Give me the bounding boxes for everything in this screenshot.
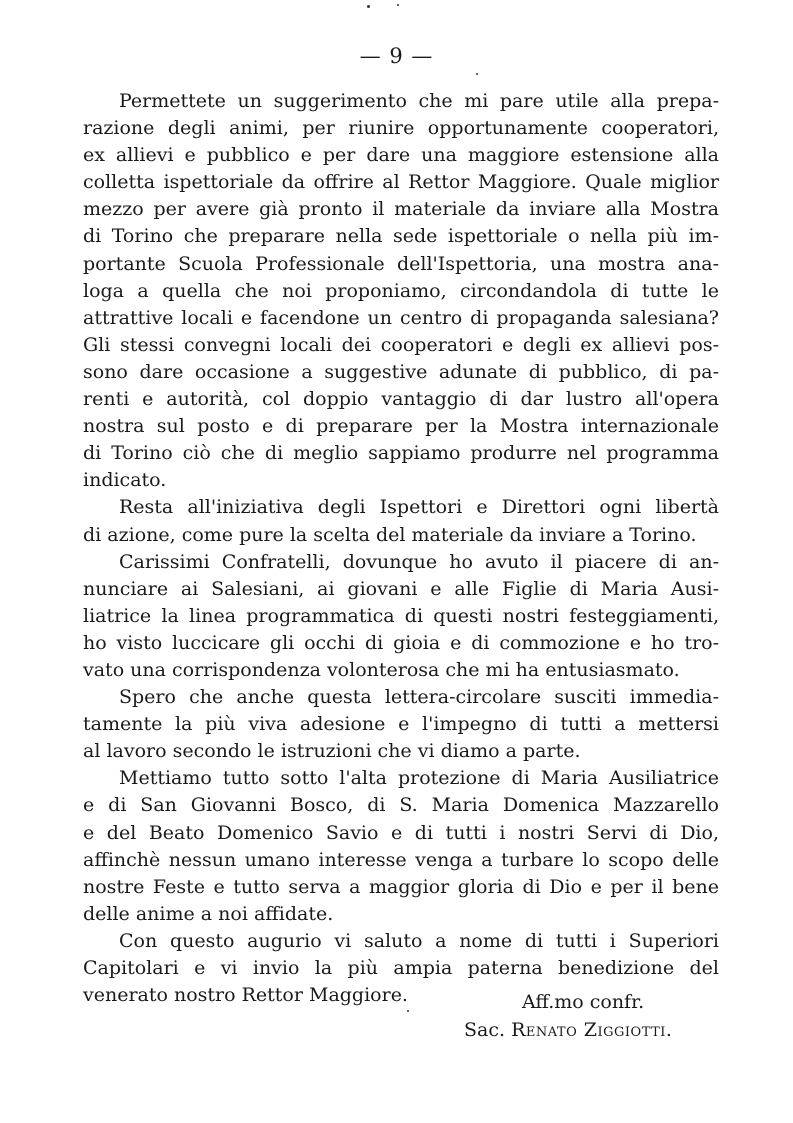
scan-speck	[407, 1010, 409, 1012]
scan-speck	[397, 4, 399, 6]
text-line: attrattive locali e facendone un centro di propaganda salesiana?	[83, 306, 719, 329]
text-line: portante Scuola Professionale dell'Ispettoria, una mostra ana-	[83, 252, 719, 275]
text-line: Carissimi Confratelli, dovunque ho avuto il piacere di an-	[119, 550, 719, 573]
letter-body	[83, 88, 719, 1009]
text-line: sono dare occasione a suggestive adunate di pubblico, di pa-	[83, 360, 719, 383]
text-line: colletta ispettoriale da offrire al Rettor Maggiore. Quale miglior	[83, 171, 719, 194]
text-line: Con questo augurio vi saluto a nome di tutti i Superiori	[119, 929, 719, 952]
text-line: nunciare ai Salesiani, ai giovani e alle Figlie di Maria Ausi-	[83, 577, 719, 600]
text-line: di azione, come pure la scelta del materiale da inviare a Torino.	[83, 523, 697, 546]
text-line: nostra sul posto e di preparare per la Mostra internazionale	[83, 415, 719, 438]
page-number: — 9 —	[359, 44, 434, 68]
text-line: di Torino che preparare nella sede ispettoriale o nella più im-	[83, 225, 719, 248]
text-line: mezzo per avere già pronto il materiale da inviare alla Mostra	[83, 198, 719, 221]
text-line: tamente la più viva adesione e l'impegno di tutti a mettersi	[83, 713, 719, 736]
text-line: ho visto luccicare gli occhi di gioia e di commozione e ho tro-	[83, 631, 719, 654]
text-line: vato una corrispondenza volonterosa che mi ha entusiasmato.	[83, 658, 680, 681]
signature-closing: Aff.mo confr.	[522, 991, 645, 1013]
text-line: al lavoro secondo le istruzioni che vi diamo a parte.	[83, 740, 581, 763]
text-line: ex allievi e pubblico e per dare una maggiore estensione alla	[83, 144, 719, 167]
signature-prefix: Sac.	[464, 1019, 506, 1041]
text-line: venerato nostro Rettor Maggiore.	[83, 984, 408, 1007]
text-line: Mettiamo tutto sotto l'alta protezione di Maria Ausiliatrice	[119, 767, 719, 790]
text-line: e del Beato Domenico Savio e di tutti i nostri Servi di Dio,	[83, 821, 719, 844]
text-line: nostre Feste e tutto serva a maggior gloria di Dio e per il bene	[83, 875, 719, 898]
text-line: Spero che anche questa lettera-circolare susciti immedia-	[119, 686, 719, 709]
text-line: indicato.	[83, 469, 167, 492]
text-line: delle anime a noi affidate.	[83, 902, 334, 925]
text-line: liatrice la linea programmatica di questi nostri festeggiamenti,	[83, 604, 719, 627]
text-line: e di San Giovanni Bosco, di S. Maria Domenica Mazzarello	[83, 794, 719, 817]
scan-speck	[367, 5, 370, 8]
signature-name: Renato Ziggiotti.	[511, 1019, 673, 1041]
text-line: Resta all'iniziativa degli Ispettori e Direttori ogni libertà	[119, 496, 719, 519]
scan-speck	[476, 73, 478, 75]
text-line: affinchè nessun umano interesse venga a turbare lo scopo delle	[83, 848, 719, 871]
text-line: loga a quella che noi proponiamo, circondandola di tutte le	[83, 279, 719, 302]
text-line: di Torino ciò che di meglio sappiamo produrre nel programma	[83, 442, 719, 465]
text-line: Capitolari e vi invio la più ampia paterna benedizione del	[83, 957, 719, 979]
text-line: razione degli animi, per riunire opportunamente cooperatori,	[83, 117, 719, 140]
text-line: Permettete un suggerimento che mi pare utile alla prepa-	[119, 90, 719, 112]
text-line: renti e autorità, col doppio vantaggio di dar lustro all'opera	[83, 388, 719, 411]
signature-name-line	[464, 1019, 672, 1041]
text-line: Gli stessi convegni locali dei cooperatori e degli ex allievi pos-	[83, 333, 719, 356]
